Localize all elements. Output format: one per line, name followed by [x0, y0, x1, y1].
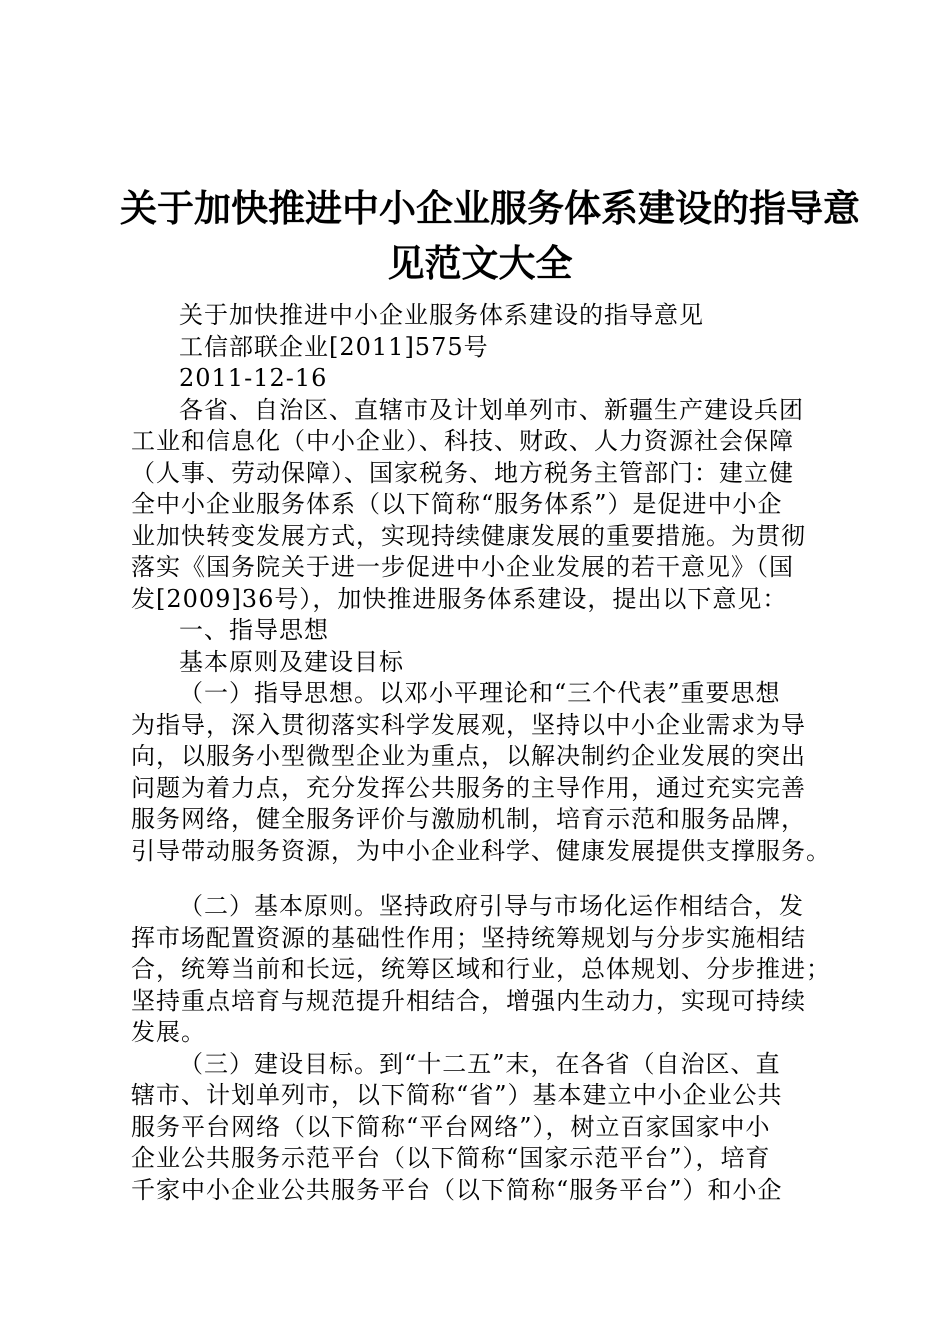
paragraph-line: 向，以服务小型微型企业为重点，以解决制约企业发展的突出: [131, 742, 806, 770]
paragraph-gap: [131, 867, 831, 891]
paragraph-line: 工业和信息化（中小企业）、科技、财政、人力资源社会保障: [131, 427, 794, 455]
paragraph-line: 服务平台网络（以下简称“平台网络”），树立百家国家中小: [131, 1112, 771, 1141]
paragraph-line: 坚持重点培育与规范提升相结合，增强内生动力，实现可持续: [131, 986, 806, 1015]
paragraph-line: 服务网络，健全服务评价与激励机制，培育示范和服务品牌，: [131, 805, 806, 833]
paragraph-line: 为指导，深入贯彻落实科学发展观，坚持以中小企业需求为导: [131, 710, 806, 739]
paragraph-line: （一）指导思想。以邓小平理论和“三个代表”重要思想: [179, 679, 781, 707]
paragraph-line: 引导带动服务资源，为中小企业科学、健康发展提供支撑服务。: [131, 836, 831, 865]
document-title-line-2: 见范文大全: [387, 241, 573, 285]
section-heading: 基本原则及建设目标: [179, 647, 404, 676]
paragraph-line: （人事、劳动保障）、国家税务、地方税务主管部门：建立健: [131, 458, 794, 487]
paragraph-line: （二）基本原则。坚持政府引导与市场化运作相结合，发: [179, 892, 804, 920]
document-title-line-1: 关于加快推进中小企业服务体系建设的指导意: [120, 186, 860, 230]
subtitle: 关于加快推进中小企业服务体系建设的指导意见: [179, 301, 704, 329]
paragraph-line: 业加快转变发展方式，实现持续健康发展的重要措施。为贯彻: [131, 521, 806, 550]
paragraph-line: 发[2009]36号），加快推进服务体系建设，提出以下意见：: [131, 584, 788, 613]
document-body: [131, 300, 831, 1206]
paragraph-line: 企业公共服务示范平台（以下简称“国家示范平台”），培育: [131, 1144, 771, 1172]
paragraph-line: 千家中小企业公共服务平台（以下简称“服务平台”）和小企: [131, 1175, 783, 1204]
paragraph-line: 问题为着力点，充分发挥公共服务的主导作用，通过充实完善: [131, 773, 806, 802]
paragraph-line: 合，统筹当前和长远，统筹区域和行业，总体规划、分步推进；: [131, 955, 831, 983]
document-date: 2011-12-16: [179, 364, 328, 392]
paragraph-line: 落实《国务院关于进一步促进中小企业发展的若干意见》（国: [131, 553, 794, 581]
paragraph-line: 辖市、计划单列市，以下简称“省”）基本建立中小企业公共: [131, 1081, 783, 1109]
paragraph-line: （三）建设目标。到“十二五”末，在各省（自治区、直: [179, 1049, 781, 1078]
paragraph-line: 发展。: [131, 1018, 206, 1046]
paragraph-line: 全中小企业服务体系（以下简称“服务体系”）是促进中小企: [131, 490, 783, 518]
paragraph-line: 挥市场配置资源的基础性作用；坚持统筹规划与分步实施相结: [131, 923, 806, 952]
paragraph-line: 各省、自治区、直辖市及计划单列市、新疆生产建设兵团: [179, 395, 804, 424]
document-number: 工信部联企业[2011]575号: [179, 332, 489, 361]
section-heading: 一、指导思想: [179, 616, 329, 644]
